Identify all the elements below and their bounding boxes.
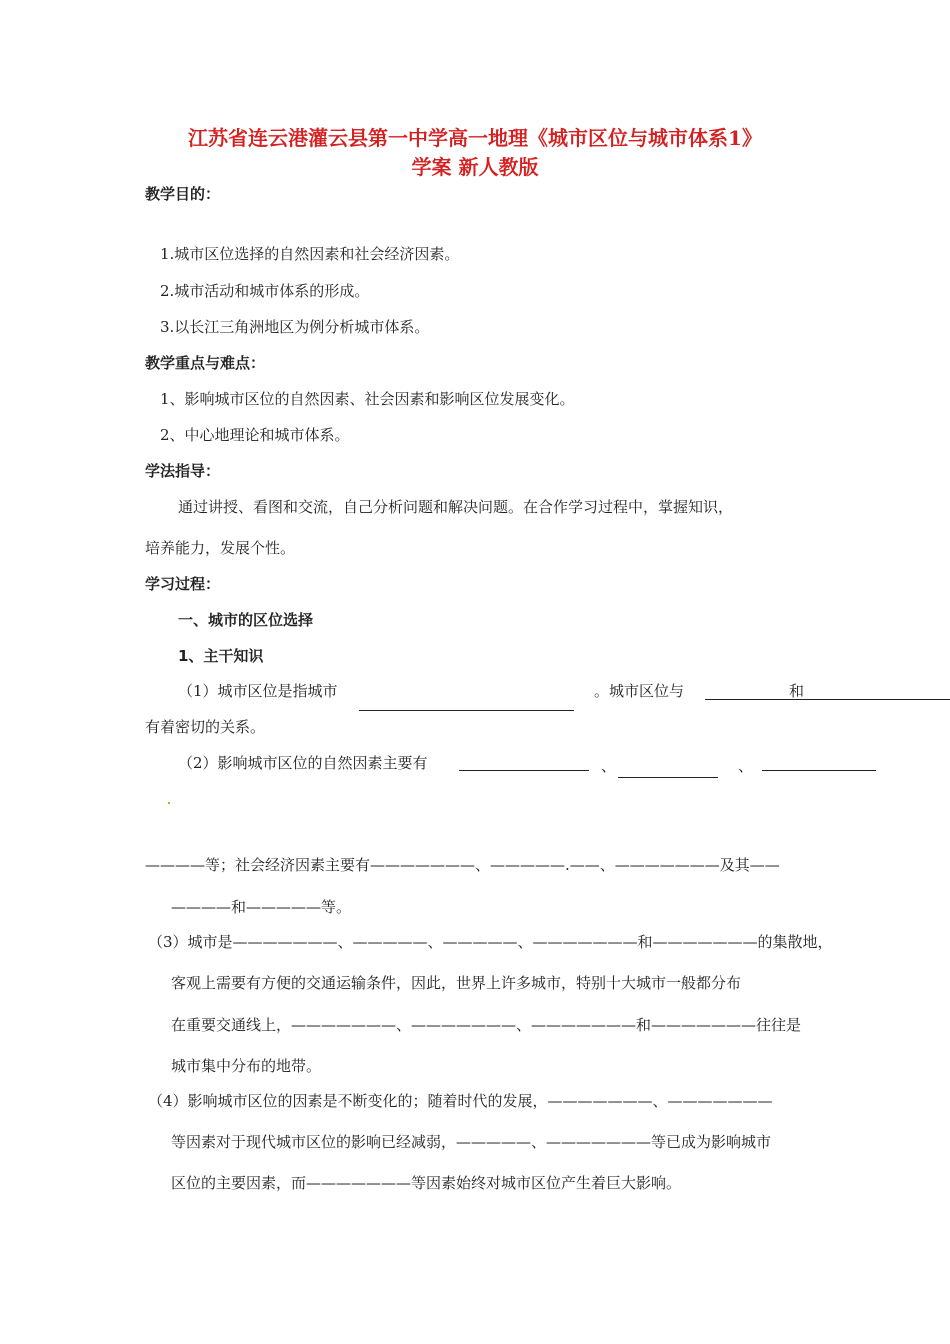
subsection-1-heading: 1、主干知识 — [178, 647, 264, 665]
q1-prefix: （1）城市区位是指城市 — [178, 682, 338, 700]
stray-dot-mark — [168, 802, 170, 804]
q2-sep-1: 、 — [601, 757, 617, 775]
method-text-line1: 通过讲授、看图和交流，自己分析问题和解决问题。在合作学习过程中，掌握知识， — [178, 498, 734, 516]
document-title-line2: 学案 新人教版 — [411, 155, 539, 179]
section-1-heading: 一、城市的区位选择 — [178, 611, 314, 629]
q2-sep-2: 、 — [738, 757, 754, 775]
objectives-heading: 教学目的： — [145, 185, 221, 203]
q2-line2: ————等；社会经济因素主要有———————、—————.——、———————及其—— — [145, 856, 780, 874]
q2-line3: ————和—————等。 — [171, 898, 352, 916]
q4-line2: 等因素对于现代城市区位的影响已经减弱，—————、———————等已成为影响城市 — [171, 1133, 772, 1151]
objective-item-3: 3.以长江三角洲地区为例分析城市体系。 — [160, 318, 430, 336]
q1-and: 和 — [789, 682, 805, 700]
q3-line1: （3）城市是———————、—————、—————、———————和———————的集散地， — [148, 933, 833, 951]
key-points-heading: 教学重点与难点： — [145, 354, 266, 372]
method-heading: 学法指导： — [145, 462, 221, 480]
key-point-item-2: 2、中心地理论和城市体系。 — [160, 426, 350, 444]
q1-blank-2[interactable] — [705, 699, 950, 700]
q2-blank-3[interactable] — [762, 770, 876, 771]
q3-line3: 在重要交通线上，———————、———————、———————和———————往往是 — [171, 1016, 802, 1034]
q2-blank-1[interactable] — [459, 770, 589, 771]
q1-mid: 。城市区位与 — [594, 682, 685, 700]
key-point-item-1: 1、影响城市区位的自然因素、社会因素和影响区位发展变化。 — [160, 390, 575, 408]
q3-line2: 客观上需要有方便的交通运输条件，因此，世界上许多城市，特别十大城市一般都分布 — [171, 974, 742, 992]
q3-line4: 城市集中分布的地带。 — [171, 1057, 322, 1075]
q4-line1: （4）影响城市区位的因素是不断变化的；随着时代的发展，———————、——————— — [148, 1092, 773, 1110]
objective-item-1: 1.城市区位选择的自然因素和社会经济因素。 — [160, 245, 460, 263]
q1-line2: 有着密切的关系。 — [145, 718, 266, 736]
q2-blank-2[interactable] — [618, 777, 718, 778]
q2-prefix: （2）影响城市区位的自然因素主要有 — [178, 754, 428, 772]
q4-line3: 区位的主要因素，而———————等因素始终对城市区位产生着巨大影响。 — [171, 1174, 682, 1192]
method-text-line2: 培养能力，发展个性。 — [145, 539, 296, 557]
process-heading: 学习过程： — [145, 575, 221, 593]
q1-blank-1[interactable] — [359, 710, 574, 711]
objective-item-2: 2.城市活动和城市体系的形成。 — [160, 282, 370, 300]
document-title-line1: 江苏省连云港灌云县第一中学高一地理《城市区位与城市体系1》 — [188, 126, 762, 150]
